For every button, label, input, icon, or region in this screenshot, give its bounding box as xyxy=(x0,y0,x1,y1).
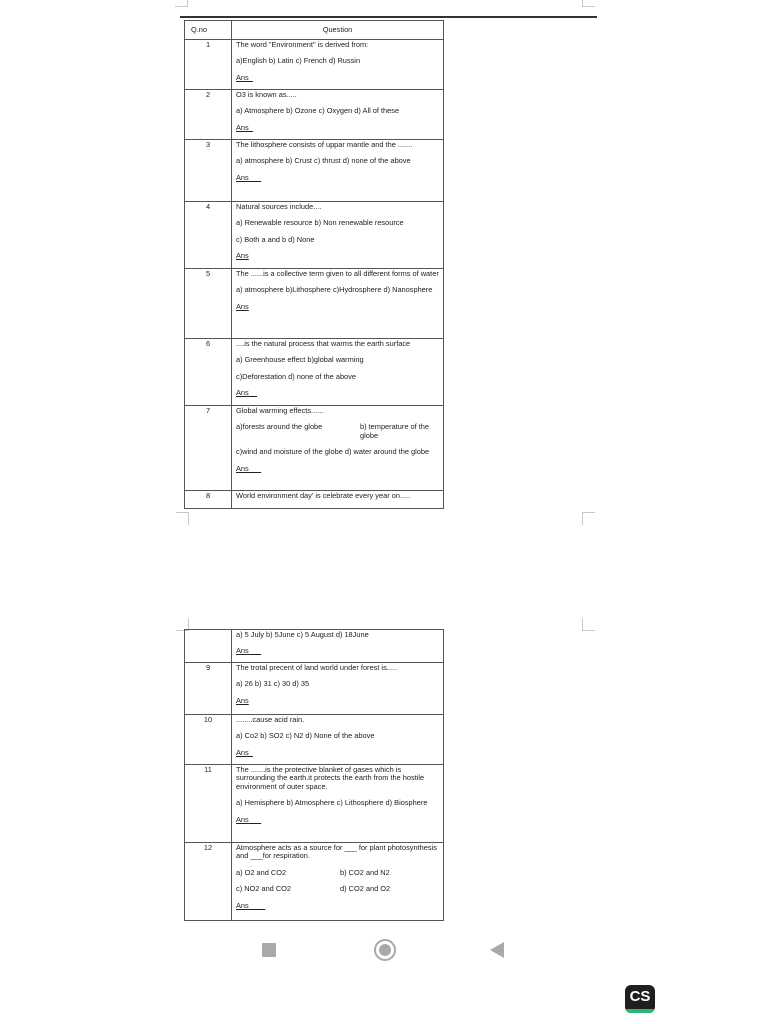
question-text: Natural sources include.... xyxy=(236,202,322,211)
answer-label: Ans xyxy=(236,301,249,311)
answer-label: Ans___ xyxy=(236,463,262,473)
question-options: a) 5 July b) 5June c) 5 August d) 18June xyxy=(236,630,369,639)
document-page-2 xyxy=(184,629,444,921)
question-cell xyxy=(232,140,444,202)
question-text: The trotal precent of land world under forest is..... xyxy=(236,663,398,672)
question-number: 8 xyxy=(185,491,232,509)
question-cell xyxy=(232,843,444,921)
question-table-2 xyxy=(184,629,444,921)
question-cell xyxy=(232,406,444,491)
page-corner-mark xyxy=(582,618,595,631)
table-row xyxy=(185,339,444,406)
question-cell xyxy=(232,40,444,90)
question-cell xyxy=(232,339,444,406)
table-row xyxy=(185,663,444,715)
table-row xyxy=(185,715,444,765)
question-cell xyxy=(232,202,444,269)
question-number: 2 xyxy=(185,90,232,140)
question-options: a) 26 b) 31 c) 30 d) 35 xyxy=(236,679,310,689)
question-number: 1 xyxy=(185,40,232,90)
question-options xyxy=(236,423,440,440)
question-number: 9 xyxy=(185,663,232,715)
answer-label: Ans_ xyxy=(236,122,253,132)
table-row xyxy=(185,843,444,921)
document-page-1 xyxy=(184,20,444,509)
question-text: The lithosphere consists of uppar mantle and the ....... xyxy=(236,140,413,149)
page-corner-mark xyxy=(582,512,595,525)
question-text: Global warming effects...... xyxy=(236,406,324,415)
question-number: 11 xyxy=(185,765,232,843)
table-row xyxy=(185,202,444,269)
table-row xyxy=(185,269,444,339)
question-options: a) atmosphere b)Lithosphere c)Hydrosphere d) Nanosphere xyxy=(236,285,433,295)
question-number: 4 xyxy=(185,202,232,269)
question-number: 12 xyxy=(185,843,232,921)
question-cell xyxy=(232,663,444,715)
answer-label: Ans___ xyxy=(236,814,262,824)
option-d: d) CO2 and O2 xyxy=(340,884,391,894)
question-cell xyxy=(232,630,444,663)
answer-label: Ans xyxy=(236,695,249,705)
answer-label: Ans xyxy=(236,251,249,261)
table-row xyxy=(185,90,444,140)
question-options: a) Co2 b) SO2 c) N2 d) None of the above xyxy=(236,731,375,741)
question-options: c)Deforestation d) none of the above xyxy=(236,371,356,381)
question-options: a) Hemisphere b) Atmosphere c) Lithosphere d) Biosphere xyxy=(236,798,428,808)
question-text: The ......is a collective term given to all different forms of water xyxy=(236,269,439,278)
question-options: a) Renewable resource b) Non renewable resource xyxy=(236,218,404,228)
table-row xyxy=(185,40,444,90)
table-header xyxy=(185,21,444,40)
answer-label: Ans___ xyxy=(236,646,262,656)
question-options: a) Greenhouse effect b)global warming xyxy=(236,355,364,365)
answer-label: Ans_ xyxy=(236,747,253,757)
question-header: Question xyxy=(232,21,444,40)
answer-label: Ans__ xyxy=(236,388,257,398)
option-b: b) CO2 and N2 xyxy=(340,867,390,877)
option-a: a)forests around the globe xyxy=(236,422,323,432)
question-cell xyxy=(232,765,444,843)
question-text: Atmosphere acts as a source for ___ for plant photosynthesis and ___for respiration. xyxy=(236,843,437,861)
question-text: World environment day' is celebrate every year on..... xyxy=(236,491,411,500)
home-icon[interactable] xyxy=(374,939,396,961)
camscanner-badge[interactable]: CS xyxy=(625,985,655,1013)
question-cell xyxy=(232,269,444,339)
option-a: a) O2 and CO2 xyxy=(236,867,287,877)
question-table-1 xyxy=(184,20,444,509)
question-number: 6 xyxy=(185,339,232,406)
question-cell xyxy=(232,90,444,140)
question-text: The .......is the protective blanket of gases which is surrounding the earth.it protects the earth from the hostile environment of outer space. xyxy=(236,765,425,791)
top-divider xyxy=(180,16,597,18)
question-number: 5 xyxy=(185,269,232,339)
question-options: c)wind and moisture of the globe d) water around the globe xyxy=(236,447,430,457)
question-cell xyxy=(232,491,444,509)
table-row xyxy=(185,491,444,509)
question-number xyxy=(185,630,232,663)
table-row xyxy=(185,406,444,491)
question-options xyxy=(236,885,440,893)
recent-apps-icon[interactable] xyxy=(262,943,276,957)
question-options: a)English b) Latin c) French d) Russin xyxy=(236,56,361,66)
table-row xyxy=(185,765,444,843)
question-text: O3 is known as..... xyxy=(236,90,297,99)
question-text: ....is the natural process that warms the earth surface xyxy=(236,339,411,348)
answer-label: Ans____ xyxy=(236,900,266,910)
answer-label: Ans_ xyxy=(236,72,253,82)
question-number: 10 xyxy=(185,715,232,765)
question-options: c) Both a and b d) None xyxy=(236,234,315,244)
question-text: The word "Environment" is derived from: xyxy=(236,40,369,49)
question-options: a) Atmosphere b) Ozone c) Oxygen d) All of these xyxy=(236,106,400,116)
question-text: ........cause acid rain. xyxy=(236,715,305,724)
page-corner-mark xyxy=(175,0,188,7)
question-number: 3 xyxy=(185,140,232,202)
option-c: c) NO2 and CO2 xyxy=(236,884,292,894)
answer-label: Ans___ xyxy=(236,172,262,182)
option-b: b) temperature of the globe xyxy=(360,422,430,440)
table-row xyxy=(185,140,444,202)
qno-header: Q.no xyxy=(185,21,232,40)
table-row xyxy=(185,630,444,663)
page-corner-mark xyxy=(176,512,189,525)
page-corner-mark xyxy=(582,0,595,7)
question-options xyxy=(236,869,440,877)
question-options: a) atmosphere b) Crust c) thrust d) none of the above xyxy=(236,156,411,166)
back-icon[interactable] xyxy=(490,942,504,958)
question-number: 7 xyxy=(185,406,232,491)
question-cell xyxy=(232,715,444,765)
